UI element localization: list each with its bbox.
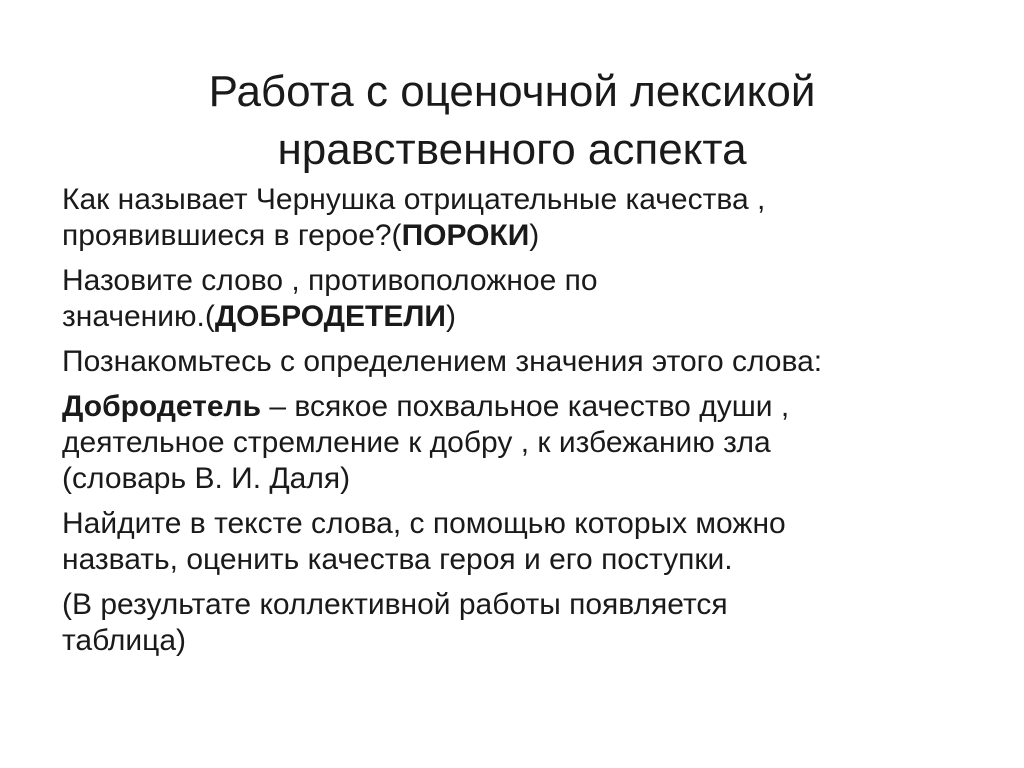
title-line-2: нравственного аспекта (277, 125, 747, 175)
paragraph-result (62, 587, 982, 659)
answer-virtues: ДОБРОДЕТЕЛИ (214, 300, 446, 333)
paragraph-find-words (62, 506, 982, 578)
paragraph-vices-question (62, 182, 982, 254)
paragraph-line: Назовите слово , противоположное по (62, 264, 598, 297)
text-segment: ) (529, 219, 540, 252)
paragraph-line: назвать, оценить качества героя и его поступки. (62, 543, 733, 576)
text-segment: проявившиеся в герое?( (62, 219, 402, 252)
paragraph-line (62, 299, 982, 335)
answer-vices: ПОРОКИ (401, 219, 530, 252)
paragraph-definition-intro (62, 344, 982, 380)
paragraph-definition (62, 389, 982, 497)
slide-body (62, 182, 982, 668)
text-segment: значению.( (62, 300, 215, 333)
paragraph-antonym-question (62, 263, 982, 335)
paragraph-line: деятельное стремление к добру , к избежанию зла (62, 426, 771, 459)
paragraph-line: (словарь В. И. Даля) (62, 462, 351, 495)
paragraph-line: Познакомьтесь с определением значения этого слова: (62, 345, 823, 378)
slide-title (60, 63, 964, 179)
paragraph-line (62, 389, 982, 425)
title-line-1: Работа с оценочной лексикой (208, 67, 816, 117)
paragraph-line: Как называет Чернушка отрицательные качества , (62, 183, 766, 216)
paragraph-line (62, 218, 982, 254)
term-virtue: Добродетель (62, 390, 262, 423)
text-segment: – всякое похвальное качество души , (261, 390, 790, 423)
text-segment: ) (445, 300, 456, 333)
paragraph-line: таблица) (62, 624, 187, 657)
paragraph-line: (В результате коллективной работы появляется (62, 588, 728, 621)
paragraph-line: Найдите в тексте слова, с помощью которых можно (62, 507, 786, 540)
